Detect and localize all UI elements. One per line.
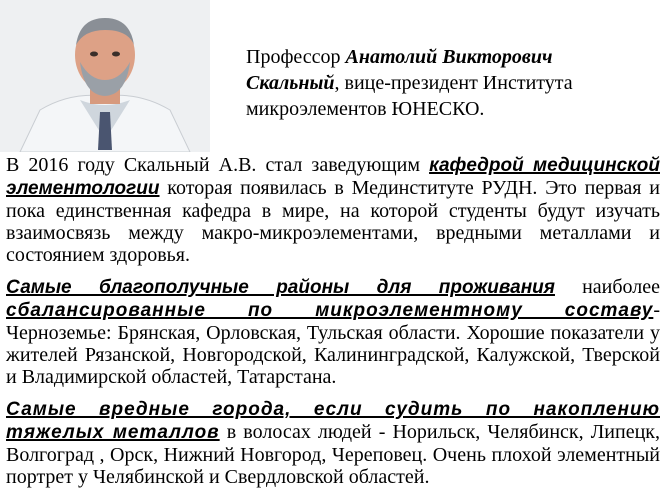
balanced-highlight: сбалансированные по микроэлементному составу [6,300,654,321]
harmful-cities-highlight: Самые вредные города, если судить по накоплению тяжелых металлов [6,399,660,443]
p2-text-2: - Черноземье: Брянская, Орловская, Тульская области. Хорошие показатели у жителей Рязанской, Новгородской, Калининградской, Калужской, Тверской и Владимирской областей, Татарстана. [6,299,660,388]
best-regions-highlight: Самые благополучные районы для проживания [6,277,555,298]
p2-text-1: наиболее [554,276,660,298]
portrait-image [0,0,210,152]
photo-caption [246,44,646,122]
caption-suffix: , вице-президент Института микроэлементов ЮНЕСКО. [246,72,573,120]
caption-prefix: Профессор [246,46,346,68]
professor-photo [0,0,210,152]
p1-text-1: В 2016 году Скальный А.В. стал заведующим [6,154,430,176]
department-highlight: кафедрой медицинской элементологии [6,155,660,199]
p3-text-1: в волосах людей - Норильск, Челябинск, Липецк, Волгоград , Орск, Нижний Новгород, Череповец. Очень плохой элементный портрет у Челябинской и Свердловской областей. [6,421,660,488]
paragraph-best-regions [6,276,660,388]
caption-name: Анатолий Викторович Скальный [246,46,553,94]
p1-text-2: которая появилась в Мединституте РУДН. Это первая и пока единственная кафедра в мире, на которой студенты будут изучать взаимосвязь между макро-микроэлементами, вредными металлами и состоянием здоровья. [6,177,660,266]
paragraph-harmful-cities [6,398,660,488]
paragraph-department [6,154,660,266]
